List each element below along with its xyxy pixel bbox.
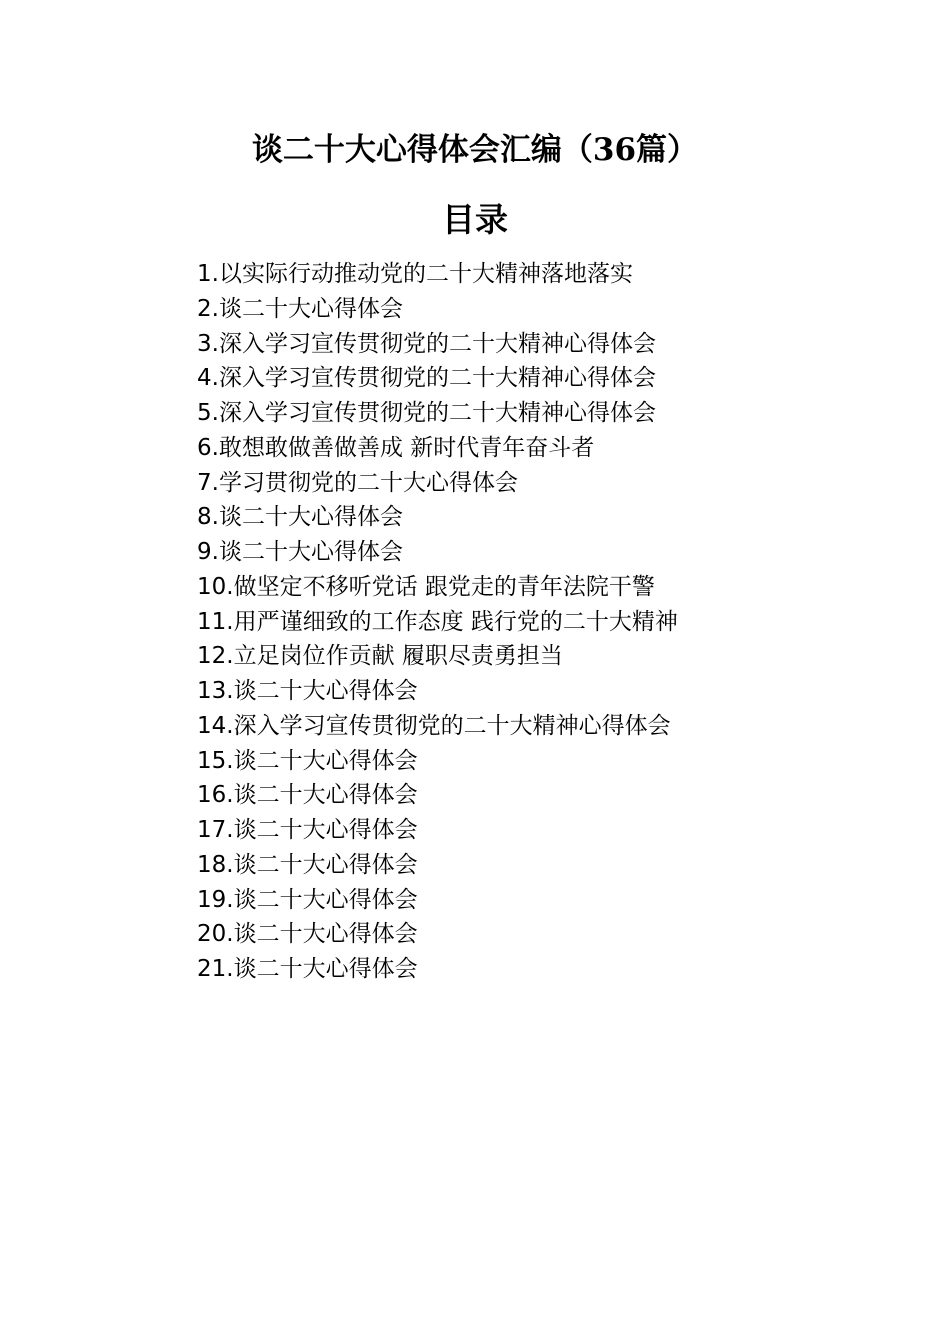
toc-item[interactable]: 4.深入学习宣传贯彻党的二十大精神心得体会 [197, 365, 656, 392]
toc-item[interactable]: 5.深入学习宣传贯彻党的二十大精神心得体会 [197, 400, 656, 426]
toc-list [197, 257, 917, 987]
toc-item[interactable]: 7.学习贯彻党的二十大心得体会 [197, 469, 518, 496]
toc-item[interactable]: 15.谈二十大心得体会 [197, 747, 418, 774]
toc-item[interactable]: 10.做坚定不移听党话 跟党走的青年法院干警 [197, 573, 655, 600]
toc-item[interactable]: 2.谈二十大心得体会 [197, 295, 403, 322]
toc-item[interactable]: 12.立足岗位作贡献 履职尽责勇担当 [197, 643, 563, 670]
toc-item[interactable]: 9.谈二十大心得体会 [197, 539, 403, 565]
toc-item[interactable]: 14.深入学习宣传贯彻党的二十大精神心得体会 [197, 712, 671, 739]
toc-item[interactable]: 20.谈二十大心得体会 [197, 921, 418, 948]
toc-item[interactable]: 21.谈二十大心得体会 [197, 956, 418, 982]
toc-item[interactable]: 16.谈二十大心得体会 [197, 782, 418, 809]
toc-item[interactable]: 18.谈二十大心得体会 [197, 851, 418, 878]
toc-item[interactable]: 1.以实际行动推动党的二十大精神落地落实 [197, 261, 633, 287]
toc-item[interactable]: 8.谈二十大心得体会 [197, 504, 403, 531]
toc-item[interactable]: 11.用严谨细致的工作态度 践行党的二十大精神 [197, 608, 678, 635]
toc-item[interactable]: 6.敢想敢做善做善成 新时代青年奋斗者 [197, 434, 595, 461]
toc-item[interactable]: 17.谈二十大心得体会 [197, 817, 418, 843]
toc-item[interactable]: 13.谈二十大心得体会 [197, 678, 418, 704]
toc-item[interactable]: 3.深入学习宣传贯彻党的二十大精神心得体会 [197, 330, 656, 357]
toc-item[interactable]: 19.谈二十大心得体会 [197, 886, 418, 913]
document-title: 谈二十大心得体会汇编（36篇） [251, 132, 699, 168]
toc-heading: 目录 [442, 200, 508, 239]
